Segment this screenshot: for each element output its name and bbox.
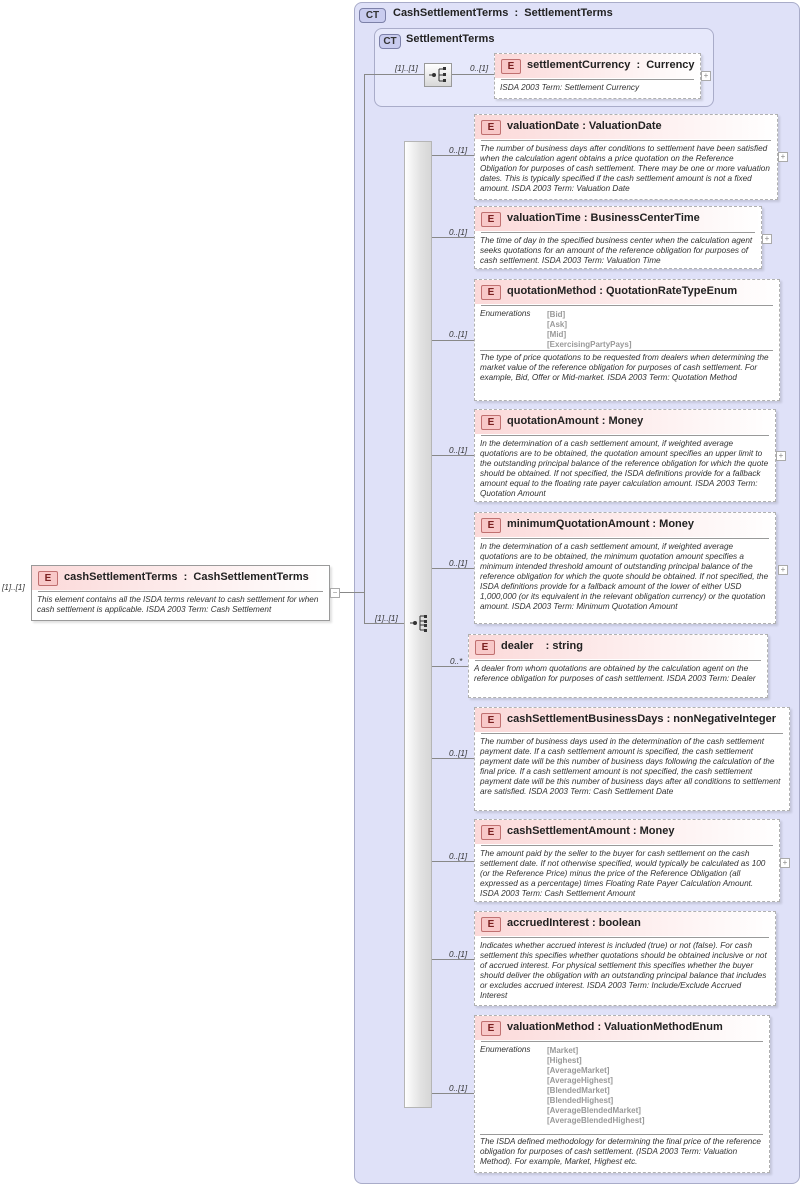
- element-badge: E: [475, 640, 495, 655]
- element-cardinality: 0..[1]: [449, 852, 468, 861]
- connector-line: [432, 568, 474, 569]
- enumeration-value: [Ask]: [547, 320, 568, 329]
- element-type: BusinessCenterTime: [590, 212, 700, 224]
- element-valuation-method[interactable]: E valuationMethod : ValuationMethodEnum Enumerations [Market] [Highest] [AverageMarket] [AverageHighest] [BlendedMarket] [BlendedHighest] [AverageBlendedMarket] [AverageBlendedHighest] The ISDA defined methodology for determining the final price of the reference obligation for purposes of cash settlement. (ISDA 2003 Term: Valuation Method). For example, Market, Highest etc.: [474, 1015, 770, 1173]
- element-badge: E: [481, 120, 501, 135]
- connector-line: [452, 74, 494, 75]
- element-cardinality: 0..[1]: [449, 559, 468, 568]
- element-minimum-quotation-amount[interactable]: E minimumQuotationAmount : Money In the determination of a cash settlement amount, if weighted average quotations are to be obtained, the minimum quotation amount specifies a minimum intended threshold amount of outstanding principal balance of the reference obligation for which the quote should be obtained. If not specified, the ISDA definitions provide for a fallback amount of the lower of either USD 1,000,000 (or its equivalent in the relevant obligation currency) or the quotation amount. ISDA 2003 Term: Minimum Quotation Amount: [474, 512, 776, 624]
- element-cardinality: 0..[1]: [449, 146, 468, 155]
- element-doc: Indicates whether accrued interest is included (true) or not (false). For cash settlement this specifies whether quotations should be obtained inclusive or not of accrued interest. For physical settlement this specifies whether the buyer should deliver the obligation with an outstanding principal balance that includes or excludes accrued interest. ISDA 2003 Term: Include/Exclude Accrued Interest: [480, 941, 767, 1000]
- connector-line: [432, 155, 474, 156]
- enumeration-value: [AverageMarket]: [547, 1066, 610, 1075]
- enumeration-value: [BlendedHighest]: [547, 1096, 614, 1105]
- element-badge: E: [481, 917, 501, 932]
- element-quotation-method[interactable]: E quotationMethod : QuotationRateTypeEnum Enumerations [Bid] [Ask] [Mid] [ExercisingPartyPays] The type of price quotations to be requested from dealers when determining the market value of the reference obligation for purposes of cash settlement. For example, Bid, Offer or Mid-market. ISDA 2003 Term: Quotation Method: [474, 279, 780, 401]
- element-name: accruedInterest: [507, 917, 589, 929]
- enumeration-value: [Bid]: [547, 310, 566, 319]
- element-type: Money: [639, 825, 675, 837]
- element-badge: E: [501, 59, 521, 74]
- element-valuation-date[interactable]: E valuationDate : ValuationDate The number of business days after conditions to settlement have been satisfied when the calculation agent obtains a price quotation on the Reference Obligation for purposes of cash settlement. There may be one or more valuation dates. This is typically specified if the cash settlement amount is not a fixed amount. ISDA 2003 Term: Valuation Date: [474, 114, 778, 200]
- connector-line: [432, 455, 474, 456]
- element-doc: In the determination of a cash settlement amount, if weighted average quotations are to be obtained, the quotation amount specifies an upper limit to the outstanding principal balance of the reference obligation for which the quote should be obtained. If not specified, the ISDA definitions provide for a fallback amount equal to the floating rate payer calculation amount. ISDA 2003 Term: Quotation Amount: [480, 439, 769, 498]
- element-type: CashSettlementTerms: [193, 571, 309, 583]
- enumerations-label: Enumerations: [480, 309, 531, 318]
- connector-line: [432, 861, 474, 862]
- element-name: quotationMethod: [507, 285, 597, 297]
- enumeration-value: [AverageHighest]: [547, 1076, 613, 1085]
- connector-line: [432, 758, 474, 759]
- complex-type-base: SettlementTerms: [524, 7, 613, 19]
- enumeration-list: [547, 310, 632, 350]
- element-badge: E: [481, 1021, 501, 1036]
- settlement-currency-cardinality: 0..[1]: [470, 64, 489, 73]
- enumeration-value: [ExercisingPartyPays]: [547, 340, 632, 349]
- ct-badge: CT: [359, 8, 386, 23]
- element-name: cashSettlementBusinessDays: [507, 713, 664, 725]
- element-quotation-amount[interactable]: E quotationAmount : Money In the determination of a cash settlement amount, if weighted average quotations are to be obtained, the quotation amount specifies an upper limit to the outstanding principal balance of the reference obligation for which the quote should be obtained. If not specified, the ISDA definitions provide for a fallback amount equal to the floating rate payer calculation amount. ISDA 2003 Term: Quotation Amount: [474, 409, 776, 502]
- element-badge: E: [481, 825, 501, 840]
- connector-line: [432, 237, 474, 238]
- collapse-icon[interactable]: −: [330, 588, 340, 598]
- expand-icon[interactable]: +: [778, 152, 788, 162]
- connector-line: [364, 74, 365, 623]
- element-doc: The amount paid by the seller to the buyer for cash settlement on the cash settlement date. If not otherwise specified, would typically be calculated as 100 (or the Reference Price) minus the price of the Reference Obligation (all expressed as a percentage) times Floating Rate Payer Calculation Amount. ISDA 2003 Term: Cash Settlement Amount: [480, 849, 766, 898]
- element-dealer[interactable]: E dealer : string A dealer from whom quotations are obtained by the calculation agent on the reference obligation for purposes of cash settlement. ISDA 2003 Term: Dealer: [468, 634, 768, 698]
- element-doc: In the determination of a cash settlement amount, if weighted average quotations are to be obtained, the minimum quotation amount specifies a minimum intended threshold amount of outstanding principal balance of the reference obligation for which the quote should be obtained. If not specified, the ISDA definitions provide for a fallback amount of the lower of either USD 1,000,000 (or its equivalent in the relevant obligation currency) or the quotation amount. ISDA 2003 Term: Minimum Quotation Amount: [480, 542, 769, 611]
- connector-line: [364, 623, 404, 624]
- element-doc: The number of business days after conditions to settlement have been satisfied when the calculation agent obtains a price quotation on the Reference Obligation for purposes of cash settlement. There may be one or more valuation dates. This is typically specified if the cash settlement amount is not a fixed amount. ISDA 2003 Term: Valuation Date: [480, 144, 770, 193]
- element-doc: The ISDA defined methodology for determining the final price of the reference obligation for purposes of cash settlement. (ISDA 2003 Term: Valuation Method). For example, Market, Highest etc.: [480, 1137, 761, 1166]
- connector-line: [432, 666, 468, 667]
- element-badge: E: [481, 415, 501, 430]
- element-name: dealer: [501, 640, 534, 652]
- element-type: Money: [608, 415, 644, 427]
- enumeration-list: [547, 1046, 645, 1126]
- enumeration-value: [AverageBlendedHighest]: [547, 1116, 645, 1125]
- sequence-compositor-icon[interactable]: [424, 63, 452, 87]
- inner-type-title: SettlementTerms: [406, 33, 495, 45]
- connector-line: [432, 340, 474, 341]
- element-badge: E: [38, 571, 58, 586]
- expand-icon[interactable]: +: [780, 858, 790, 868]
- element-doc: The time of day in the specified business center when the calculation agent seeks quotations for an amount of the reference obligation for purposes of cash settlement. ISDA 2003 Term: Valuation Time: [480, 236, 753, 265]
- expand-icon[interactable]: +: [762, 234, 772, 244]
- complex-type-name: CashSettlementTerms: [393, 7, 509, 19]
- enumeration-value: [BlendedMarket]: [547, 1086, 610, 1095]
- element-name: valuationDate: [507, 120, 580, 132]
- element-cash-settlement-terms[interactable]: E cashSettlementTerms : CashSettlementTerms This element contains all the ISDA terms relevant to cash settlement for when cash settlement is applicable. ISDA 2003 Term: Cash Settlement: [31, 565, 330, 621]
- element-doc: The number of business days used in the determination of the cash settlement payment date. If a cash settlement amount is specified, the cash settlement payment date will be this number of business days following the calculation of the final price. If a cash settlement amount is not specified, the cash settlement payment date will be this number of business days after all conditions to settlement are satisfied. ISDA 2003 Term: Cash Settlement Date: [480, 737, 781, 796]
- element-doc: The type of price quotations to be requested from dealers when determining the market value of the reference obligation for purposes of cash settlement. For example, Bid, Offer or Mid-market. ISDA 2003 Term: Quotation Method: [480, 353, 769, 382]
- element-type: QuotationRateTypeEnum: [605, 285, 738, 297]
- element-cardinality: 0..[1]: [449, 228, 468, 237]
- connector-line: [432, 1093, 474, 1094]
- element-type: Money: [659, 518, 694, 530]
- element-type: ValuationMethodEnum: [604, 1021, 723, 1033]
- element-badge: E: [481, 212, 501, 227]
- enumeration-value: [AverageBlendedMarket]: [547, 1106, 641, 1115]
- expand-icon[interactable]: +: [778, 565, 788, 575]
- sequence-compositor-bar[interactable]: [404, 141, 432, 1108]
- element-name: valuationMethod: [507, 1021, 595, 1033]
- element-type: nonNegativeInteger: [673, 713, 776, 725]
- element-name: valuationTime: [507, 212, 581, 224]
- element-name: settlementCurrency: [527, 59, 631, 71]
- root-cardinality: [1]..[1]: [2, 583, 25, 592]
- enumeration-value: [Market]: [547, 1046, 579, 1055]
- element-type: ValuationDate: [588, 120, 662, 132]
- element-doc: A dealer from whom quotations are obtained by the calculation agent on the reference obligation for purposes of cash settlement. ISDA 2003 Term: Dealer: [474, 664, 756, 683]
- sequence-cardinality: [1]..[1]: [375, 614, 398, 623]
- element-badge: E: [481, 285, 501, 300]
- element-doc: This element contains all the ISDA terms relevant to cash settlement for when cash settlement is applicable. ISDA 2003 Term: Cash Settlement: [37, 595, 319, 614]
- complex-type-title: CashSettlementTerms : SettlementTerms: [393, 7, 613, 19]
- element-name: cashSettlementTerms: [64, 571, 178, 583]
- element-cash-settlement-amount[interactable]: E cashSettlementAmount : Money The amount paid by the seller to the buyer for cash settlement on the cash settlement date. If not otherwise specified, would typically be calculated as 100 (or the Reference Price) minus the price of the Reference Obligation (all expressed as a percentage) times Floating Rate Payer Calculation Amount. ISDA 2003 Term: Cash Settlement Amount: [474, 819, 780, 902]
- element-type: Currency: [646, 59, 695, 71]
- element-valuation-time[interactable]: E valuationTime : BusinessCenterTime The time of day in the specified business center when the calculation agent seeks quotations for an amount of the reference obligation for purposes of cash settlement. ISDA 2003 Term: Valuation Time: [474, 206, 762, 269]
- element-badge: E: [481, 713, 501, 728]
- connector-line: [432, 959, 474, 960]
- enumerations-label: Enumerations: [480, 1045, 531, 1054]
- element-cardinality: 0..[1]: [449, 950, 468, 959]
- element-settlement-currency[interactable]: E settlementCurrency : Currency ISDA 2003 Term: Settlement Currency: [494, 53, 701, 99]
- element-cardinality: 0..[1]: [449, 1084, 468, 1093]
- element-doc: ISDA 2003 Term: Settlement Currency: [500, 83, 640, 92]
- enumeration-value: [Mid]: [547, 330, 567, 339]
- element-name: quotationAmount: [507, 415, 599, 427]
- element-cardinality: 0..[1]: [449, 330, 468, 339]
- element-accrued-interest[interactable]: E accruedInterest : boolean Indicates whether accrued interest is included (true) or not (false). For cash settlement this specifies whether quotations should be obtained inclusive or not of accrued interest. For physical settlement this specifies whether the buyer should deliver the obligation with an outstanding principal balance that includes or excludes accrued interest. ISDA 2003 Term: Include/Exclude Accrued Interest: [474, 911, 776, 1006]
- element-badge: E: [481, 518, 501, 533]
- ct-badge: CT: [379, 34, 401, 49]
- enumeration-value: [Highest]: [547, 1056, 582, 1065]
- element-cardinality: 0..*: [450, 657, 463, 666]
- expand-icon[interactable]: +: [701, 71, 711, 81]
- element-type: boolean: [598, 917, 641, 929]
- element-cash-settlement-business-days[interactable]: E cashSettlementBusinessDays : nonNegativeInteger The number of business days used in the determination of the cash settlement payment date. If a cash settlement amount is specified, the cash settlement payment date will be this number of business days following the calculation of the final price. If a cash settlement amount is not specified, the cash settlement payment date will be this number of business days after all conditions to settlement are satisfied. ISDA 2003 Term: Cash Settlement Date: [474, 707, 790, 811]
- expand-icon[interactable]: +: [776, 451, 786, 461]
- element-type: string: [552, 640, 583, 652]
- element-cardinality: 0..[1]: [449, 446, 468, 455]
- element-cardinality: 0..[1]: [449, 749, 468, 758]
- inner-sequence-cardinality: [1]..[1]: [395, 64, 418, 73]
- element-name: minimumQuotationAmount: [507, 518, 650, 530]
- connector-line: [364, 74, 424, 75]
- element-name: cashSettlementAmount: [507, 825, 630, 837]
